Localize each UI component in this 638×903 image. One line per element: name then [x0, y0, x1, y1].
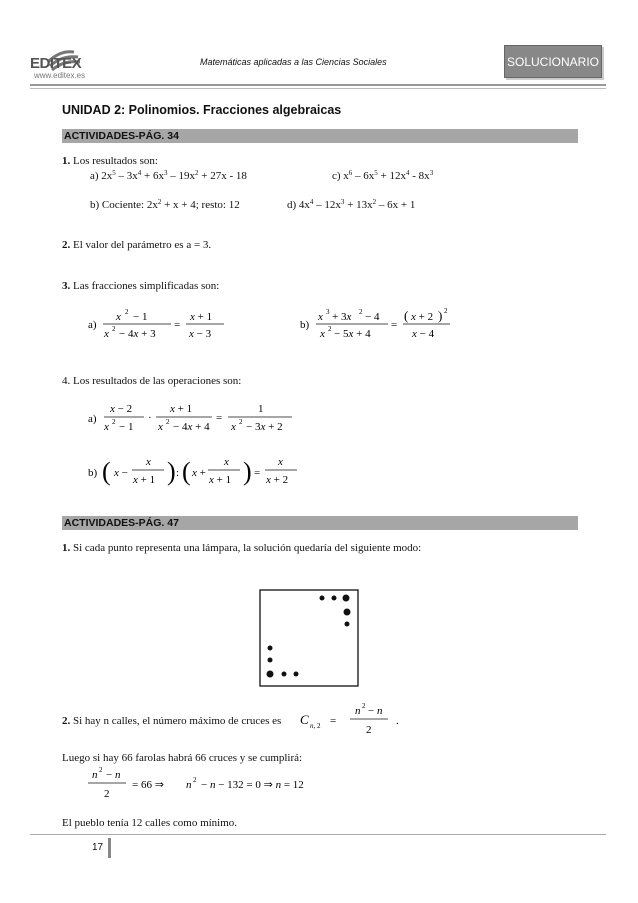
svg-text:− n: − n — [368, 705, 383, 717]
svg-text:x: x — [158, 421, 163, 433]
svg-text:C: C — [300, 712, 309, 727]
svg-text:=: = — [216, 412, 223, 424]
svg-text:x: x — [104, 421, 109, 433]
conclusion: El pueblo tenía 12 calles como mínimo. — [62, 817, 238, 829]
street-equation — [88, 764, 358, 804]
svg-text:2: 2 — [104, 788, 110, 800]
q2-text: El valor del parámetro es a = 3. — [73, 239, 212, 251]
svg-text:2: 2 — [193, 776, 197, 784]
lamp-dot-left — [268, 658, 273, 663]
svg-text:− 4: − 4 — [365, 311, 380, 323]
s2-q1-text: Si cada punto representa una lámpara, la solución quedaría del siguiente modo: — [73, 542, 422, 554]
svg-text:2: 2 — [366, 724, 372, 736]
s2-q2-line: 2. Si hay n calles, el número máximo de cruces es — [62, 715, 282, 727]
q1d-result: d) $4x^4 - 12x^3 + 13x^2 - 6x + 1$ — [287, 198, 416, 211]
q2-line: 2. El valor del parámetro es a = 3. — [62, 239, 212, 251]
svg-text:(: ( — [102, 457, 111, 486]
svg-text:2: 2 — [359, 308, 363, 316]
svg-text:x + 1: x + 1 — [190, 311, 213, 323]
svg-text:x − 3: x − 3 — [189, 328, 212, 340]
svg-text:a): a) — [88, 413, 97, 425]
lamp-dot-right — [345, 622, 350, 627]
svg-text:=: = — [174, 319, 181, 331]
lamp-dot-left — [268, 646, 273, 651]
header-rule-thin — [30, 88, 606, 89]
svg-text:= 66 ⇒: = 66 ⇒ — [132, 779, 164, 791]
svg-text:x + 1: x + 1 — [209, 474, 232, 486]
s2-q2-then: Luego si hay 66 farolas habrá 66 cruces y se cumplirá: — [62, 752, 303, 764]
q3-line: 3. Las fracciones simplificadas son: — [62, 280, 220, 292]
q4b-formula — [88, 452, 298, 492]
svg-text:n: n — [355, 705, 361, 717]
q4a-formula — [88, 398, 298, 438]
q1-text: Los resultados son: — [73, 155, 158, 167]
svg-text:.: . — [396, 715, 399, 727]
svg-text:− 5x + 4: − 5x + 4 — [334, 328, 371, 340]
lamp-dot-top — [320, 596, 325, 601]
svg-text:− n: − n — [106, 769, 121, 781]
svg-text:2: 2 — [328, 325, 332, 333]
svg-text:=: = — [254, 467, 261, 479]
svg-text:=: = — [391, 319, 398, 331]
svg-text:2: 2 — [125, 308, 129, 316]
lamp-dot-top — [343, 595, 350, 602]
svg-text:x + 1: x + 1 — [133, 474, 156, 486]
q3a-formula — [88, 304, 238, 344]
svg-text:n, 2: n, 2 — [310, 722, 321, 730]
svg-text:1: 1 — [258, 403, 264, 415]
lamp-dot-bottom — [294, 672, 299, 677]
svg-text:3: 3 — [326, 308, 330, 316]
footer-vertical-bar — [108, 838, 111, 858]
svg-text:): ) — [438, 308, 443, 323]
square-town — [260, 590, 358, 686]
svg-text:2: 2 — [444, 307, 448, 315]
svg-text:x: x — [278, 456, 283, 468]
svg-text:x +: x + — [192, 467, 206, 479]
lamp-dot-bottom — [267, 671, 274, 678]
svg-text:2: 2 — [99, 766, 103, 774]
svg-text:x: x — [224, 456, 229, 468]
svg-text:− 3x + 2: − 3x + 2 — [246, 421, 283, 433]
q1a-result: a) $2x^5 - 3x^4 + 6x^3 - 19x^2 + 27x - 18$ — [90, 169, 247, 182]
svg-text:=: = — [330, 715, 337, 727]
editex-url: www.editex.es — [34, 71, 86, 80]
q1c-result: c) $x^6 - 6x^5 + 12x^4 - 8x^3$ — [332, 169, 434, 182]
combination-formula — [300, 700, 410, 742]
svg-text:2: 2 — [112, 325, 116, 333]
svg-text:x −: x − — [114, 467, 128, 479]
unit-title: UNIDAD 2: Polinomios. Fracciones algebraicas — [62, 103, 342, 117]
q3b-formula — [300, 302, 460, 344]
svg-text:x: x — [231, 421, 236, 433]
section-bar-pag47: ACTIVIDADES-PÁG. 47 — [62, 516, 578, 530]
svg-text:): ) — [243, 457, 252, 486]
svg-text:x: x — [146, 456, 151, 468]
svg-text:·: · — [148, 412, 152, 424]
q1-number: 1. — [62, 155, 71, 167]
lamp-dot-top — [332, 596, 337, 601]
svg-text:2: 2 — [112, 418, 116, 426]
svg-text:+ 3x: + 3x — [332, 311, 352, 323]
svg-text:− 4x + 3: − 4x + 3 — [119, 328, 156, 340]
svg-text:n: n — [186, 779, 192, 791]
section-bar-pag34: ACTIVIDADES-PÁG. 34 — [62, 129, 578, 143]
header-rule — [30, 84, 606, 86]
svg-text::: : — [176, 467, 180, 479]
q1-line — [62, 155, 158, 167]
svg-text:x − 2: x − 2 — [110, 403, 133, 415]
svg-text:x: x — [104, 328, 109, 340]
lamp-diagram — [258, 588, 362, 690]
svg-text:− 4x + 4: − 4x + 4 — [173, 421, 210, 433]
svg-text:− 1: − 1 — [119, 421, 134, 433]
svg-text:(: ( — [182, 457, 191, 486]
svg-text:2: 2 — [362, 702, 366, 710]
svg-text:x: x — [116, 311, 121, 323]
svg-text:n: n — [92, 769, 98, 781]
svg-text:2: 2 — [239, 418, 243, 426]
footer-rule — [30, 834, 606, 835]
svg-text:x + 2: x + 2 — [266, 474, 289, 486]
svg-text:x + 2: x + 2 — [411, 311, 434, 323]
page-number: 17 — [92, 842, 104, 853]
svg-text:x: x — [320, 328, 325, 340]
subject-title: Matemáticas aplicadas a las Ciencias Sociales — [200, 57, 387, 67]
svg-text:b): b) — [300, 319, 310, 331]
svg-text:(: ( — [404, 308, 409, 323]
editex-logo-text: EDITEX — [30, 55, 82, 72]
lamp-dot-bottom — [282, 672, 287, 677]
svg-text:− n − 132 = 0 ⇒ n = 12: − n − 132 = 0 ⇒ n = 12 — [201, 779, 304, 791]
s2-q1-line: 1. Si cada punto representa una lámpara, la solución quedaría del siguiente modo: — [62, 542, 422, 554]
svg-text:− 1: − 1 — [133, 311, 148, 323]
q1b-result: b) Cociente: $2x^2 + x + 4$; resto: 12 — [90, 198, 240, 211]
svg-text:): ) — [167, 457, 176, 486]
svg-text:x + 1: x + 1 — [170, 403, 193, 415]
svg-text:x − 4: x − 4 — [412, 328, 435, 340]
s2-q2-text: Si hay n calles, el número máximo de cruces es — [73, 715, 282, 727]
svg-text:x: x — [318, 311, 323, 323]
svg-text:a): a) — [88, 319, 97, 331]
svg-text:2: 2 — [166, 418, 170, 426]
svg-text:b): b) — [88, 467, 98, 479]
solucionario-badge: SOLUCIONARIO — [504, 45, 602, 78]
q3-text: Las fracciones simplificadas son: — [73, 280, 220, 292]
q4-line: 4. Los resultados de las operaciones son: — [62, 375, 242, 387]
lamp-dot-right — [344, 609, 351, 616]
